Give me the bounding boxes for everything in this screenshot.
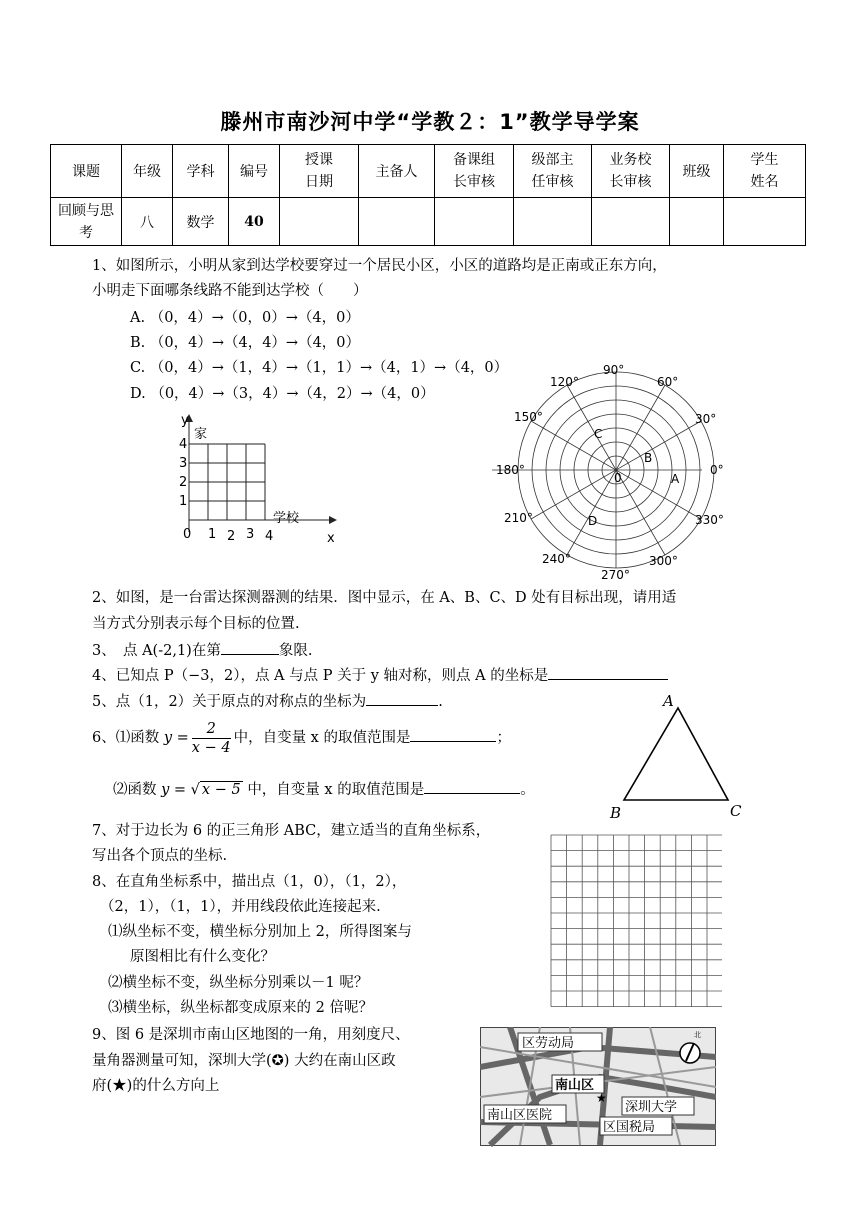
header-cell	[122, 145, 173, 198]
header-cell	[514, 145, 592, 198]
q3-suffix: 象限.	[278, 643, 313, 659]
q6b-mid: 中，自变量 x 的取值范围是	[247, 782, 425, 798]
q8-sub2: ⑵横坐标不变，纵坐标分别乘以－1 呢？	[108, 975, 369, 991]
q1-option-c: C. （0，4）→（1，4）→（1，1）→（4，1）→（4，0）	[130, 360, 509, 376]
govt-star-icon: ★	[596, 1091, 607, 1105]
y-tick: 2	[179, 475, 188, 490]
value-row	[51, 198, 806, 246]
radar-origin: 0	[614, 471, 622, 485]
y-axis-label: y	[181, 413, 189, 428]
q8-sub1: ⑴纵坐标不变，横坐标分别加上 2，所得图案与	[108, 924, 412, 940]
q4-answer-blank[interactable]	[548, 665, 668, 680]
val-grade: 八	[140, 214, 154, 231]
q6a-numerator: 2	[192, 720, 231, 739]
q7-text: 写出各个顶点的坐标.	[92, 848, 228, 864]
value-cell	[514, 198, 592, 246]
q8-text: （2，1），（1，1），并用线段依此连接起来.	[100, 899, 381, 915]
col-subject: 学科	[186, 164, 215, 180]
value-cell	[122, 198, 173, 246]
val-topic: 回顾与思 考	[58, 202, 114, 241]
value-cell	[51, 198, 122, 246]
angle-label: 330°	[695, 513, 724, 527]
value-cell	[173, 198, 229, 246]
x-tick: 2	[227, 529, 236, 544]
q1-text: 1、如图所示，小明从家到达学校要穿过一个居民小区，小区的道路均是正南或正东方向，	[92, 258, 667, 274]
val-number: 40	[244, 213, 264, 230]
angle-label: 90°	[603, 363, 625, 377]
graph-paper	[550, 834, 722, 1014]
map-label-tax: 区国税局	[603, 1120, 656, 1135]
col-dept-review: 级部主 任审核	[531, 152, 574, 190]
point-a: A	[671, 472, 680, 486]
triangle-shape	[624, 708, 728, 800]
header-row	[51, 145, 806, 198]
col-student-name: 学生 姓名	[750, 152, 779, 190]
header-cell	[724, 145, 806, 198]
col-topic: 课题	[72, 164, 100, 180]
y-tick: 1	[179, 494, 188, 509]
value-cell	[670, 198, 724, 246]
q6a-lhs: y =	[163, 730, 189, 746]
q5-suffix: .	[438, 694, 443, 710]
q5-answer-blank[interactable]	[366, 691, 438, 706]
q4-prompt: 4、已知点 P（−3，2），点 A 与点 P 关于 y 轴对称，则点 A 的坐标是	[92, 668, 549, 684]
angle-label: 240°	[542, 552, 571, 566]
value-cell	[229, 198, 280, 246]
q5-text	[92, 691, 443, 712]
q8-sub3: ⑶横坐标，纵坐标都变成原来的 2 倍呢？	[108, 1000, 373, 1016]
y-tick: 4	[179, 437, 188, 452]
q6a-prompt: 6、⑴函数	[92, 730, 160, 746]
q5-prompt: 5、点（1，2）关于原点的对称点的坐标为	[92, 694, 367, 710]
q6a-suffix: ；	[496, 730, 511, 746]
q3-prompt: 3、 点 A(-2,1)在第	[92, 643, 221, 659]
angle-label: 30°	[695, 412, 717, 426]
origin-label: 0	[183, 527, 192, 542]
val-subject: 数学	[186, 214, 215, 231]
col-group-review: 备课组 长审核	[453, 152, 495, 190]
q9-text: 9、图 6 是深圳市南山区地图的一角，用刻度尺、	[92, 1027, 410, 1043]
q4-text	[92, 665, 668, 686]
header-cell	[670, 145, 724, 198]
q3-answer-blank[interactable]	[221, 640, 279, 655]
q6b-text: ⑵函数 y = √ x − 5 中，自变量 x 的取值范围是 。	[113, 779, 535, 800]
graph-paper-lines	[551, 835, 722, 1007]
triangle-figure	[600, 692, 760, 822]
map-figure	[480, 1027, 716, 1147]
value-cell	[435, 198, 514, 246]
map-north-label: 北	[694, 1031, 701, 1039]
angle-label: 300°	[649, 554, 678, 568]
col-principal-review: 业务校 长审核	[609, 152, 652, 190]
grid-lines	[189, 418, 335, 532]
value-cell	[359, 198, 435, 246]
angle-label: 270°	[601, 568, 630, 582]
grid-figure	[165, 408, 345, 548]
x-tick: 3	[246, 527, 255, 542]
school-label: 学校	[273, 511, 300, 526]
header-cell	[359, 145, 435, 198]
q8-sub1: 原图相比有什么变化？	[130, 949, 275, 965]
col-date: 授课 日期	[305, 152, 333, 190]
y-tick: 3	[179, 456, 188, 471]
q6b-prompt: ⑵函数	[113, 782, 157, 798]
map-label-labor: 区劳动局	[522, 1036, 575, 1051]
col-class: 班级	[682, 164, 711, 180]
q6b-radicand: x − 5	[201, 782, 241, 798]
q8-text: 8、在直角坐标系中，描出点（1，0），（1，2），	[92, 874, 407, 890]
q7-text: 7、对于边长为 6 的正三角形 ABC，建立适当的直角坐标系，	[92, 823, 491, 839]
q2-text: 2、如图，是一台雷达探测器测的结果．图中显示，在 A、B、C、D 处有目标出现，请用适	[92, 590, 677, 606]
col-number: 编号	[240, 164, 268, 180]
q1-option-d: D. （0，4）→（3，4）→（4，2）→（4，0）	[130, 386, 435, 402]
angle-label: 60°	[657, 375, 679, 389]
value-cell	[280, 198, 359, 246]
q2-text: 当方式分别表示每个目标的位置.	[92, 616, 300, 632]
q6a-fraction	[192, 720, 231, 757]
point-d: D	[588, 514, 598, 528]
value-cell	[724, 198, 806, 246]
page-title: 滕州市南沙河中学“学教２：1”教学导学案	[220, 110, 640, 134]
q6a-denominator: x − 4	[191, 739, 231, 756]
q6a-answer-blank[interactable]	[410, 727, 496, 742]
radar-figure	[490, 358, 740, 584]
angle-label: 120°	[550, 375, 579, 389]
q1-text: 小明走下面哪条线路不能到达学校（ ）	[92, 283, 368, 299]
q1-option-b: B. （0，4）→（4，4）→（4，0）	[130, 335, 361, 351]
q6b-suffix: 。	[520, 782, 535, 798]
map-label-hospital: 南山区医院	[487, 1108, 553, 1123]
map-label-nanshan: 南山区	[555, 1078, 595, 1093]
q6a-mid: 中，自变量 x 的取值范围是	[233, 730, 411, 746]
header-cell	[435, 145, 514, 198]
point-c: C	[594, 427, 603, 441]
header-table	[50, 144, 806, 246]
header-cell	[51, 145, 122, 198]
q6a-text	[92, 718, 511, 758]
q9-text: 府(★)的什么方向上	[92, 1078, 220, 1094]
header-cell	[280, 145, 359, 198]
angle-label: 150°	[514, 410, 543, 424]
header-cell	[229, 145, 280, 198]
q9-text: 量角器测量可知，深圳大学(✪) 大约在南山区政	[92, 1053, 396, 1069]
vertex-b: B	[610, 804, 622, 822]
header-cell	[592, 145, 670, 198]
x-axis-label: x	[327, 531, 335, 546]
angle-label: 210°	[504, 511, 533, 525]
q1-option-a: A. （0，4）→（0，0）→（4，0）	[130, 310, 360, 326]
home-label: 家	[194, 427, 208, 442]
col-preparer: 主备人	[375, 164, 418, 180]
map-label-szu: 深圳大学	[625, 1100, 678, 1115]
vertex-a: A	[663, 692, 674, 710]
q3-text	[92, 640, 312, 661]
x-tick: 4	[265, 529, 274, 544]
col-grade: 年级	[133, 164, 161, 180]
q6b-lhs: y =	[161, 782, 187, 798]
q6b-answer-blank[interactable]	[424, 779, 520, 794]
angle-label: 180°	[496, 463, 525, 477]
angle-label: 0°	[710, 463, 724, 477]
value-cell	[592, 198, 670, 246]
x-arrow	[329, 516, 337, 524]
header-cell	[173, 145, 229, 198]
point-b: B	[644, 451, 653, 465]
x-tick: 1	[208, 527, 217, 542]
vertex-c: C	[730, 802, 742, 820]
